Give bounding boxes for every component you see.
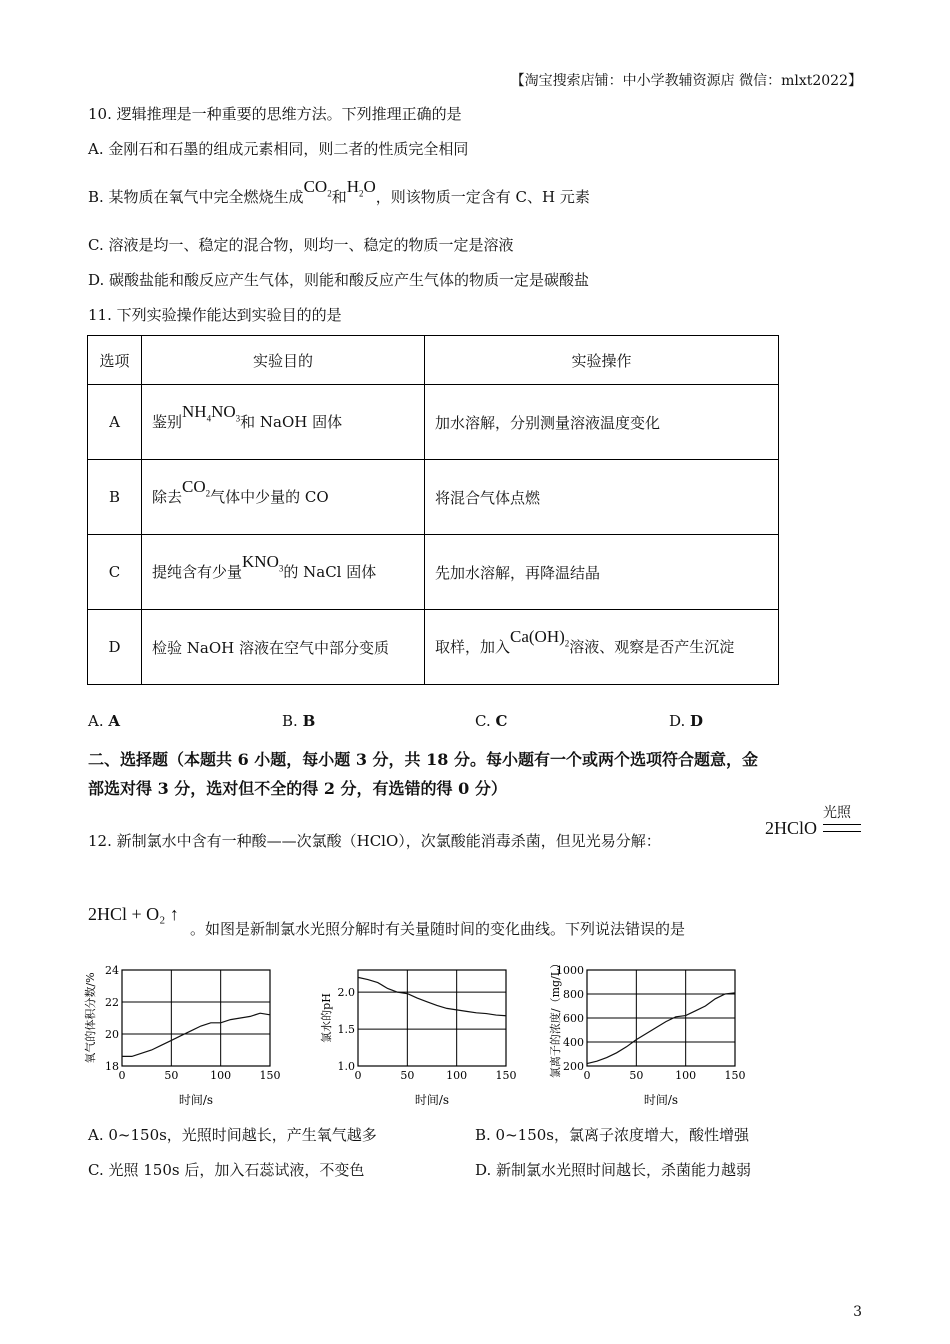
plot-frame	[122, 970, 270, 1066]
q11-choice-b	[282, 712, 315, 730]
section-title-line2: 部选对得 3 分，选对但不全的得 2 分，有选错的得 0 分）	[88, 779, 507, 798]
formula-h2o: $H_2O$	[346, 177, 376, 199]
y-tick-label: 1.0	[337, 1060, 355, 1073]
y-tick-label: 600	[563, 1012, 584, 1025]
x-tick-label: 100	[446, 1069, 468, 1082]
data-line	[122, 1013, 270, 1056]
row-purpose	[142, 385, 425, 460]
purpose-pre: 提纯含有少量	[152, 562, 243, 581]
y-tick-label: 20	[105, 1028, 119, 1041]
data-line	[358, 977, 506, 1015]
chart-ph	[318, 958, 518, 1113]
row-operation: 先加水溶解，再降温结晶	[425, 535, 779, 610]
choice-value: C	[495, 712, 508, 730]
q10-option-b-post: ，则该物质一定含有 C、H 元素	[375, 188, 590, 206]
q10-option-b-mid: 和	[331, 188, 347, 206]
y-tick-label: 2.0	[337, 986, 355, 1000]
y-tick-label: 18	[105, 1060, 119, 1073]
formula-caoh2: $Ca(OH)_2$	[510, 626, 570, 649]
q10-option-a: A. 金刚石和石墨的组成元素相同，则二者的性质完全相同	[88, 140, 469, 158]
row-purpose	[142, 535, 425, 610]
x-tick-label: 100	[675, 1069, 697, 1082]
header-operation: 实验操作	[425, 336, 779, 385]
x-tick-label: 50	[400, 1069, 415, 1082]
q11-choice-a	[88, 712, 120, 730]
chart-oxygen	[84, 958, 284, 1113]
choice-label: C.	[475, 712, 496, 730]
q10-stem: 10. 逻辑推理是一种重要的思维方法。下列推理正确的是	[88, 105, 462, 123]
choice-value: B	[302, 712, 316, 730]
purpose-pre: 除去	[152, 487, 183, 506]
row-operation	[425, 610, 779, 685]
choice-value: D	[690, 712, 704, 730]
table-header-row	[88, 336, 779, 385]
formula-nh4no3: $NH_4NO_3$	[182, 401, 241, 424]
section-title-line1: 二、选择题（本题共 6 小题，每小题 3 分，共 18 分。每小题有一个或两个选项符合题意，金	[88, 750, 758, 769]
choice-label: D.	[669, 712, 691, 730]
q10-option-b	[88, 177, 590, 208]
equation-products: 2HCl + O₂ ↑	[88, 904, 179, 924]
y-tick-label: 1000	[556, 964, 584, 977]
equation-reactant: 2HClO	[765, 818, 818, 838]
x-tick-label: 0	[354, 1069, 362, 1082]
x-tick-label: 150	[724, 1069, 746, 1082]
x-tick-label: 0	[118, 1069, 126, 1082]
table-row	[88, 385, 779, 460]
operation-pre: 取样，加入	[435, 637, 511, 656]
row-purpose	[142, 460, 425, 535]
q10-option-b-pre: B. 某物质在氧气中完全燃烧生成	[88, 188, 304, 206]
x-tick-label: 50	[164, 1069, 179, 1082]
q11-choice-d	[669, 712, 703, 730]
row-option: B	[88, 460, 142, 535]
row-option: C	[88, 535, 142, 610]
x-axis-label: 时间/s	[414, 1093, 450, 1107]
y-axis-label: 氯离子的浓度/（mg/L）	[549, 958, 562, 1079]
q12-option-d: D. 新制氯水光照时间越长，杀菌能力越弱	[475, 1161, 752, 1179]
header-option: 选项	[88, 336, 142, 385]
y-axis-label: 氧气的体积分数/%	[84, 972, 97, 1064]
page-number: 3	[853, 1304, 862, 1320]
table-row	[88, 460, 779, 535]
q12-option-a: A. 0~150s，光照时间越长，产生氧气越多	[88, 1126, 377, 1144]
x-tick-label: 150	[495, 1069, 517, 1082]
x-tick-label: 100	[210, 1069, 232, 1082]
formula-kno3: $KNO_3$	[242, 551, 284, 574]
y-tick-label: 22	[105, 996, 119, 1009]
q11-stem: 11. 下列实验操作能达到实验目的的是	[88, 306, 342, 324]
y-tick-label: 1.5	[337, 1023, 355, 1037]
y-axis-label: 氯水的pH	[320, 993, 333, 1043]
chart-chloride-plot	[548, 958, 746, 1107]
formula-co2: $CO_2$	[182, 476, 211, 499]
x-axis-label: 时间/s	[178, 1093, 214, 1107]
page-header: 【淘宝搜索店铺：中小学教辅资源店 微信：mlxt2022】	[510, 73, 862, 89]
q12-stem: 12. 新制氯水中含有一种酸——次氯酸（HClO），次氯酸能消毒杀菌，但见光易分解：	[88, 832, 661, 850]
q10-option-d: D. 碳酸盐能和酸反应产生气体，则能和酸反应产生气体的物质一定是碳酸盐	[88, 271, 590, 289]
equation-equals-sign	[823, 824, 861, 832]
choice-label: A.	[88, 712, 109, 730]
x-tick-label: 0	[583, 1069, 591, 1082]
chart-chloride	[535, 958, 755, 1113]
q12-option-b: B. 0~150s，氯离子浓度增大，酸性增强	[475, 1126, 750, 1144]
equation-condition: 光照	[823, 805, 851, 821]
y-tick-label: 200	[563, 1060, 584, 1073]
operation-post: 溶液、观察是否产生沉淀	[569, 637, 735, 656]
data-line	[587, 993, 735, 1064]
purpose-post: 和 NaOH 固体	[240, 412, 343, 431]
row-operation: 将混合气体点燃	[425, 460, 779, 535]
y-tick-label: 400	[563, 1036, 584, 1049]
purpose-post: 的 NaCl 固体	[283, 562, 377, 581]
table-row	[88, 610, 779, 685]
choice-label: B.	[282, 712, 303, 730]
row-purpose: 检验 NaOH 溶液在空气中部分变质	[142, 610, 425, 685]
q12-option-c: C. 光照 150s 后，加入石蕊试液，不变色	[88, 1161, 365, 1179]
x-tick-label: 50	[629, 1069, 644, 1082]
x-tick-label: 150	[259, 1069, 281, 1082]
row-option: D	[88, 610, 142, 685]
x-axis-label: 时间/s	[643, 1093, 679, 1107]
experiment-table	[87, 335, 779, 685]
q10-option-c: C. 溶液是均一、稳定的混合物，则均一、稳定的物质一定是溶液	[88, 236, 514, 254]
chart-ph-plot	[319, 970, 517, 1107]
purpose-post: 气体中少量的 CO	[210, 487, 329, 506]
row-operation: 加水溶解，分别测量溶液温度变化	[425, 385, 779, 460]
y-tick-label: 800	[563, 988, 584, 1001]
q11-choice-c	[475, 712, 507, 730]
table-row	[88, 535, 779, 610]
chart-oxygen-plot	[84, 964, 281, 1107]
choice-value: A	[108, 712, 121, 730]
header-purpose: 实验目的	[142, 336, 425, 385]
row-option: A	[88, 385, 142, 460]
purpose-pre: 鉴别	[152, 412, 183, 431]
formula-co2: $CO_2$	[303, 177, 332, 199]
q12-stem2: 。如图是新制氯水光照分解时有关量随时间的变化曲线。下列说法错误的是	[190, 920, 686, 938]
y-tick-label: 24	[105, 964, 119, 977]
